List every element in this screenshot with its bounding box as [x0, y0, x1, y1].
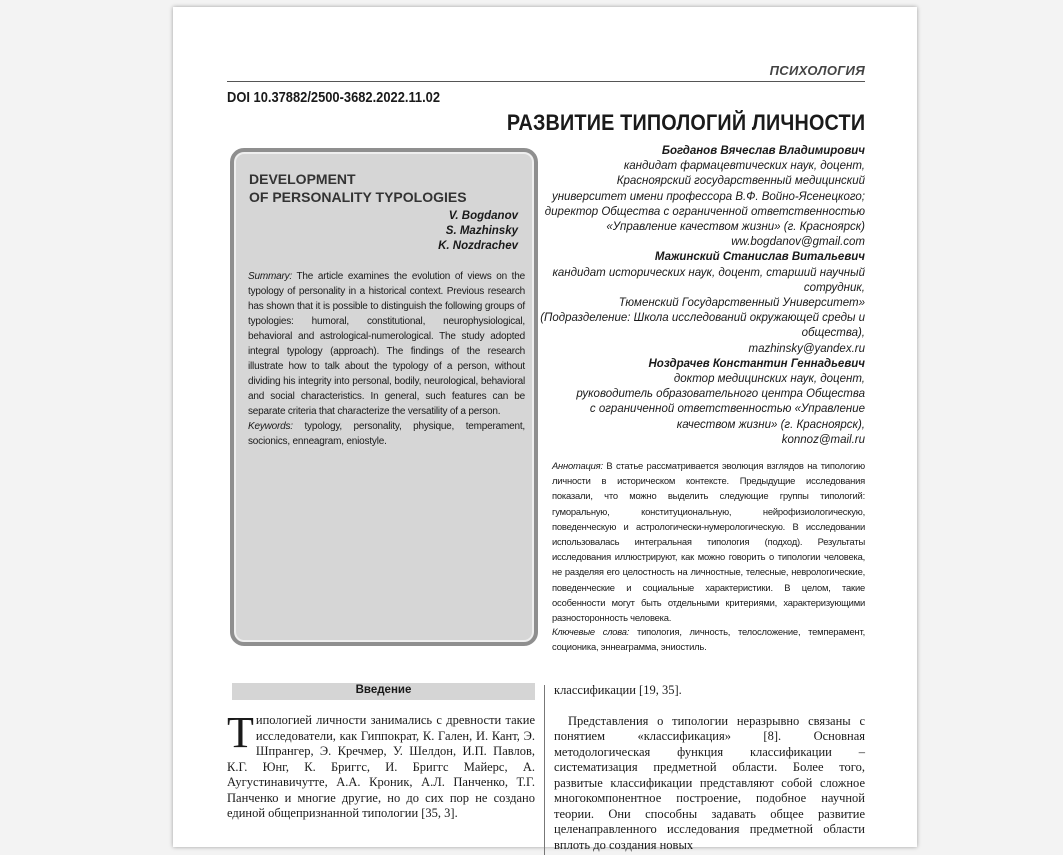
- author-email[interactable]: konnoz@mail.ru: [781, 433, 865, 446]
- english-authors: [438, 209, 518, 254]
- author-name: Мажинский Станислав Витальевич: [654, 251, 865, 264]
- author-affiliation-line: кандидат фармацевтических наук, доцент,: [623, 160, 865, 173]
- page: [173, 7, 917, 852]
- russian-annotation: [552, 458, 865, 625]
- keywords-text: typology, personality, physique, temperament, socionics, enneagram, eniostyle.: [248, 421, 525, 447]
- author-email[interactable]: mazhinsky@yandex.ru: [748, 342, 865, 355]
- author-entry: [525, 250, 865, 356]
- english-author: K. Nozdrachev: [438, 240, 518, 252]
- body-column-left: [227, 708, 535, 822]
- english-author: V. Bogdanov: [448, 210, 518, 222]
- author-affiliation-line: Тюменский Государственный Университет»: [618, 297, 865, 310]
- author-affiliation-line: общества),: [801, 327, 865, 340]
- section-header: [232, 683, 535, 700]
- russian-keywords: [552, 624, 865, 654]
- keywords-label: Ключевые слова:: [552, 626, 630, 637]
- keywords-text: типология, личность, телосложение, темперамент, соционика, эннеаграмма, эниостиль.: [552, 626, 865, 653]
- article-title: РАЗВИТИЕ ТИПОЛОГИЙ ЛИЧНОСТИ: [506, 110, 865, 135]
- author-entry: [525, 357, 865, 448]
- english-author: S. Mazhinsky: [445, 225, 518, 237]
- author-affiliation-line: доктор медицинских наук, доцент,: [673, 373, 865, 386]
- author-affiliation-line: директор Общества с ограниченной ответственностью: [544, 205, 865, 218]
- author-affiliation-line: Красноярский государственный медицинский: [616, 175, 865, 188]
- authors-block: [525, 144, 865, 448]
- drop-cap: Т: [227, 708, 254, 757]
- author-affiliation-line: руководитель образовательного центра Общества: [576, 388, 865, 401]
- body-paragraph: классификации [19, 35].: [554, 683, 682, 697]
- author-affiliation-line: сотрудник,: [803, 281, 865, 294]
- author-name: Ноздрачев Константин Геннадьевич: [648, 357, 865, 370]
- english-title-line2: OF PERSONALITY TYPOLOGIES: [249, 189, 467, 205]
- summary-label: Summary:: [248, 271, 292, 282]
- author-affiliation-line: качеством жизни» (г. Красноярск),: [676, 418, 865, 431]
- english-summary: [248, 269, 525, 419]
- author-affiliation-line: университет имени профессора В.Ф. Войно-Ясенецкого;: [551, 190, 865, 203]
- english-title: [249, 170, 467, 206]
- author-affiliation-line: «Управление качеством жизни» (г. Красноярск): [606, 221, 865, 234]
- english-title-line1: DEVELOPMENT: [249, 171, 356, 187]
- section-title: Введение: [355, 684, 412, 696]
- author-affiliation-line: с ограниченной ответственностью «Управление: [589, 403, 865, 416]
- author-affiliation-line: (Подразделение: Школа исследований окружающей среды и: [540, 312, 865, 325]
- doi: DOI 10.37882/2500-3682.2022.11.02: [227, 89, 441, 106]
- annotation-text: В статье рассматривается эволюция взглядов на типологию личности в историческом контексте. Предыдущие исследования показали, что можно выделить следующие группы типологий: гуморальную, конституциональную, нейрофизиологическую, поведенческую и астрологически-нумерологическую. В исследовании использовалась интегральная типология (подход). Результаты исследования иллюстрируют, как можно говорить о типологии человека, не разделяя его целостность на личностные, телесные, неврологические, поведенческие и социальные характеристики. В целом, такие особенности могут быть отдельными критериями, характеризующими разносторонность человека.: [552, 460, 865, 624]
- author-entry: [525, 144, 865, 250]
- body-paragraph: ипологией личности занимались с древности такие исследователи, как Гиппократ, К. Гален, И. Кант, Э. Шпрангер, Э. Кречмер, У. Шелдон, И.П. Павлов, К.Г. Юнг, К. Бриггс, И. Бриггс Майерс, А. Аугустинавичутте, А.А. Кроник, А.Л. Панченко, Т.Г. Панченко и многие другие, но до сих пор не создано единой общепризнанной типологии [35, 3].: [227, 713, 535, 820]
- author-name: Богданов Вячеслав Владимирович: [661, 145, 865, 157]
- english-keywords: [248, 419, 525, 449]
- keywords-label: Keywords:: [248, 421, 293, 432]
- annotation-label: Аннотация:: [552, 460, 603, 471]
- author-affiliation-line: кандидат исторических наук, доцент, старший научный: [552, 266, 865, 279]
- journal-section: ПСИХОЛОГИЯ: [769, 63, 865, 78]
- body-paragraph: Представления о типологии неразрывно связаны с понятием «классификация» [8]. Основная методологическая функция классификации – систематизация предметной области. Более того, развитые классификации представляют собой сложное многокомпонентное построение, подобное научной теории. Они способны задавать общее развитие целенаправленного исследования предметной области вплоть до создания новых: [554, 713, 865, 852]
- author-email[interactable]: ww.bogdanov@gmail.com: [731, 236, 865, 249]
- body-column-right: [554, 683, 865, 853]
- summary-text: The article examines the evolution of views on the typology of personality in a historical context. Previous research has shown that it is possible to distinguish the following groups of typologies: humoral, constitutional, neurophysiological, behavioral and astrological-numerological. The study adopted integral typology (approach). The findings of the research illustrate how to talk about the typology of a person, without dividing his integrity into personal, bodily, neurological, behavioral and social characteristics. In general, such features can be separate criteria that characterize the versatility of a person.: [248, 271, 525, 417]
- english-abstract-box: [230, 148, 538, 646]
- running-head: [227, 63, 865, 82]
